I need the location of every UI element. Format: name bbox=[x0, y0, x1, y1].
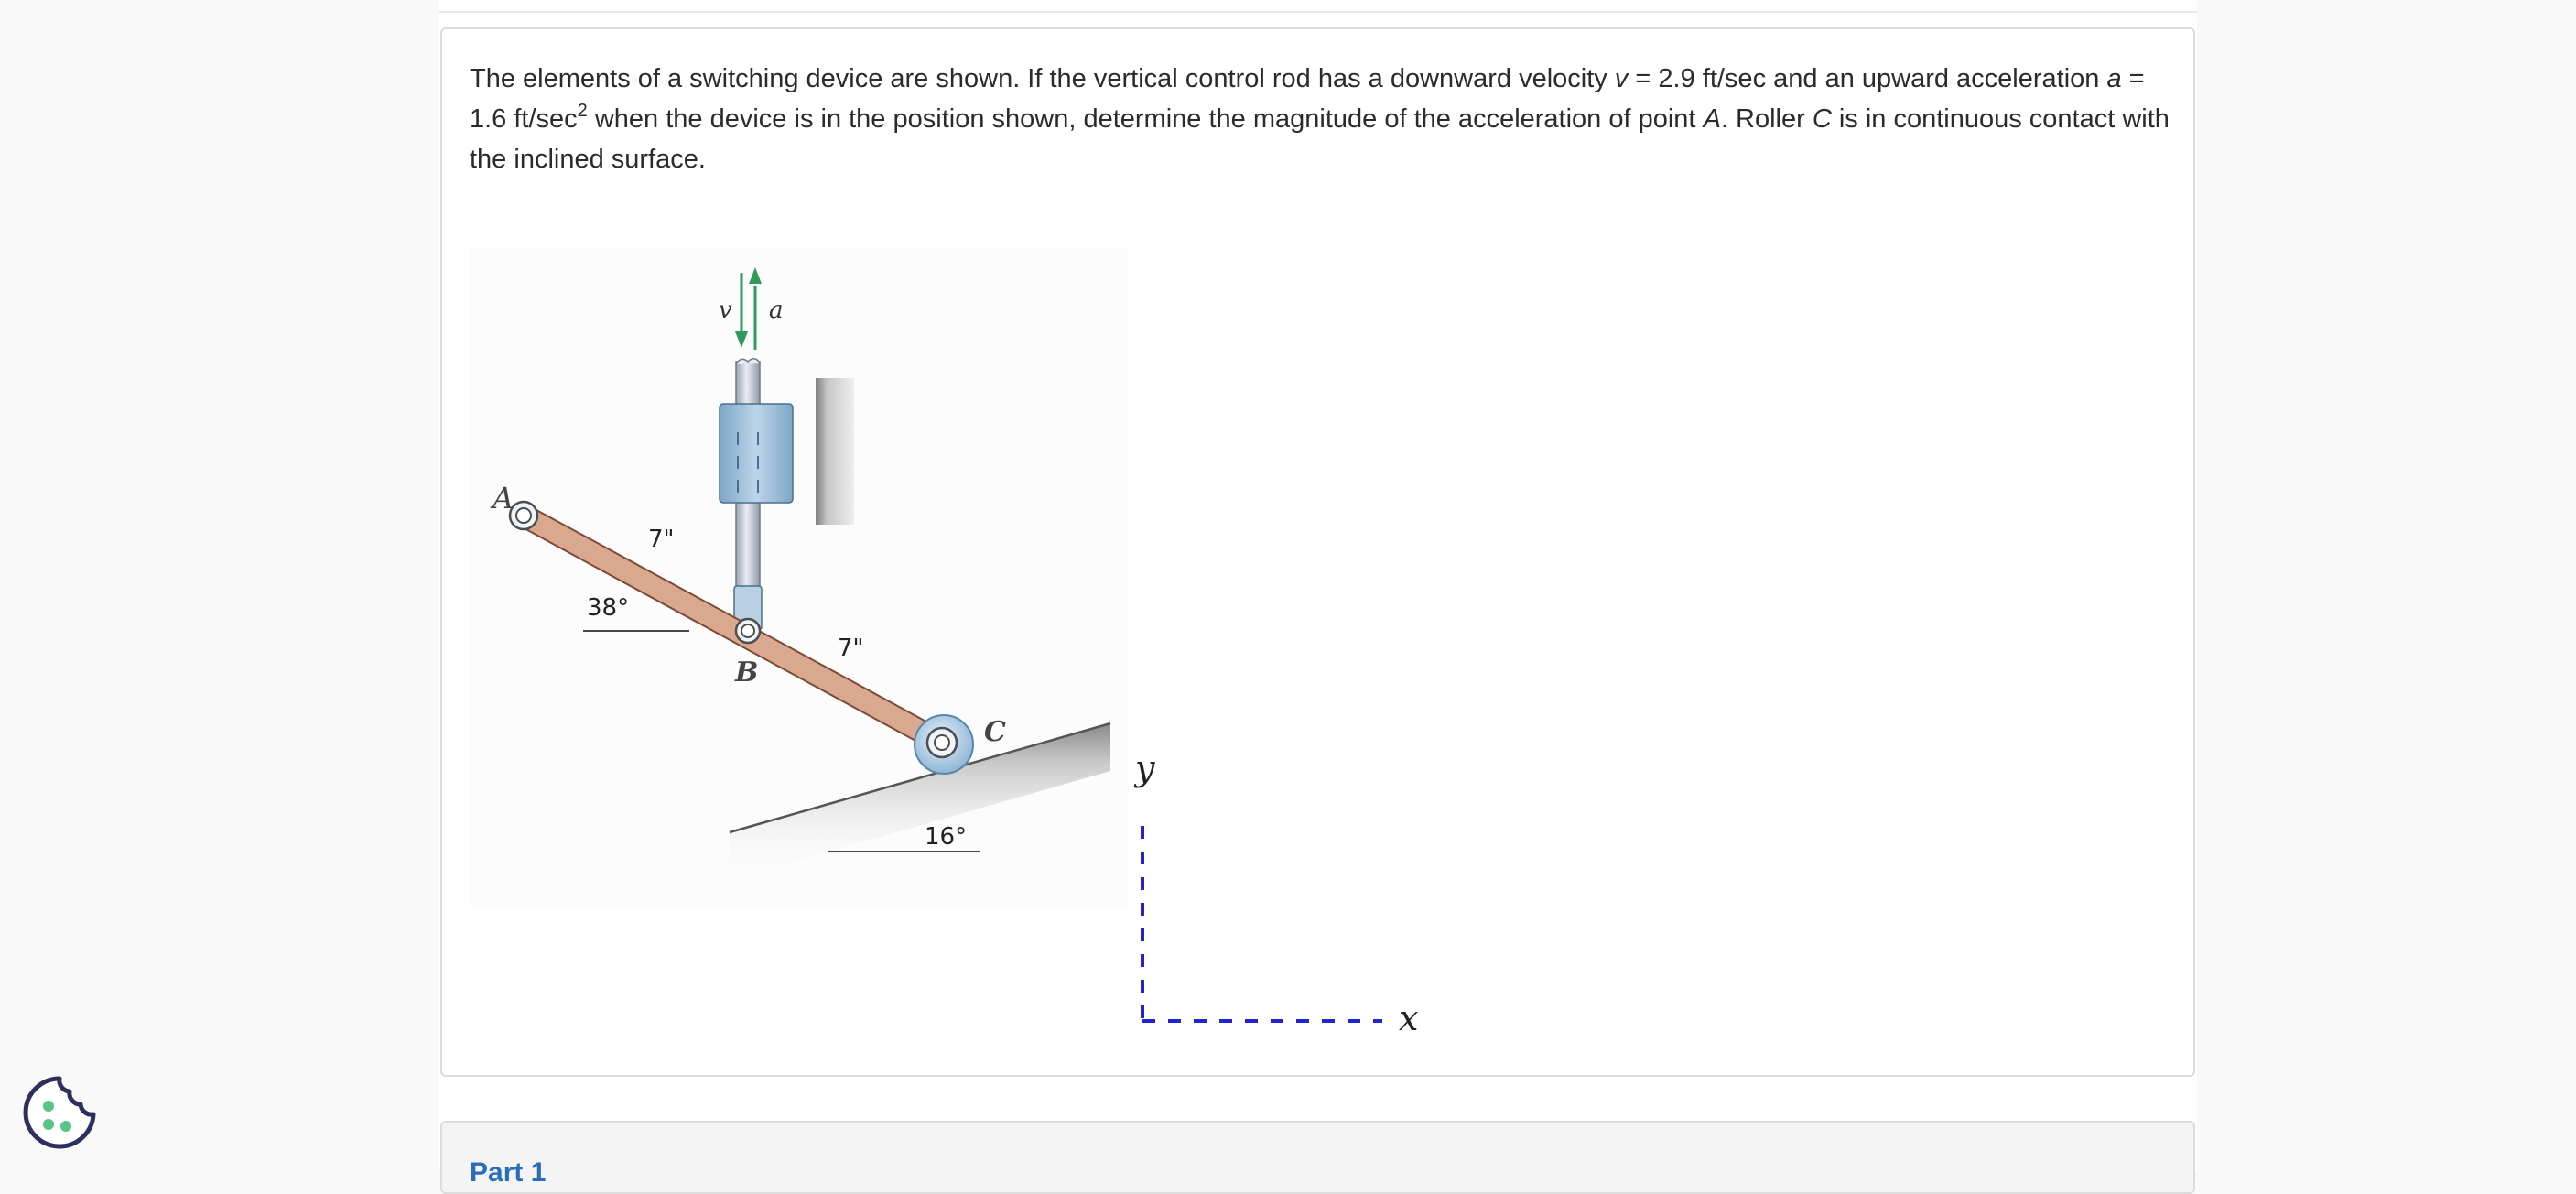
label-v: v bbox=[719, 297, 732, 324]
label-length-ab: 7" bbox=[648, 526, 675, 553]
part-label[interactable]: Part 1 bbox=[470, 1157, 547, 1188]
point-a-ref: A bbox=[1703, 104, 1721, 134]
question-card bbox=[440, 27, 2195, 1077]
problem-end: is in continuous contact with the inclined surface. bbox=[470, 104, 2170, 174]
problem-statement bbox=[470, 59, 2172, 179]
part-card bbox=[440, 1121, 2195, 1194]
problem-intro: The elements of a switching device are shown. If the vertical control rod has a downward velocity bbox=[470, 64, 1615, 93]
problem-middle: when the device is in the position shown, determine the magnitude of the acceleration of point bbox=[587, 104, 1704, 134]
wall bbox=[816, 378, 854, 525]
velocity-value: = 2.9 ft/sec and an upward acceleration bbox=[1628, 64, 2107, 93]
axis-x-label: x bbox=[1399, 998, 1419, 1038]
mechanism-figure bbox=[470, 222, 1129, 910]
cookie-settings-icon[interactable] bbox=[18, 1071, 101, 1154]
acceleration-value: = 1.6 ft/sec bbox=[470, 64, 2145, 134]
top-divider bbox=[439, 11, 2197, 13]
pin-a bbox=[510, 502, 537, 529]
acceleration-exponent: 2 bbox=[577, 101, 588, 121]
label-point-a: A bbox=[492, 481, 514, 516]
coordinate-axes bbox=[1135, 725, 1490, 1055]
axis-y-label: y bbox=[1135, 748, 1155, 788]
acceleration-symbol: a bbox=[2106, 64, 2122, 93]
label-point-c: C bbox=[984, 716, 1006, 748]
pin-b bbox=[736, 619, 760, 643]
roller-c-ref: C bbox=[1812, 104, 1832, 134]
roller-text: . Roller bbox=[1720, 104, 1813, 134]
figure-background bbox=[470, 249, 1129, 908]
label-angle-link: 38° bbox=[587, 594, 630, 622]
velocity-symbol: v bbox=[1614, 64, 1629, 93]
label-a: a bbox=[769, 297, 784, 324]
label-angle-incline: 16° bbox=[925, 823, 968, 851]
roller-c bbox=[915, 715, 973, 774]
label-point-b: B bbox=[735, 657, 759, 689]
label-length-bc: 7" bbox=[838, 635, 864, 662]
rod-guide bbox=[720, 404, 793, 503]
